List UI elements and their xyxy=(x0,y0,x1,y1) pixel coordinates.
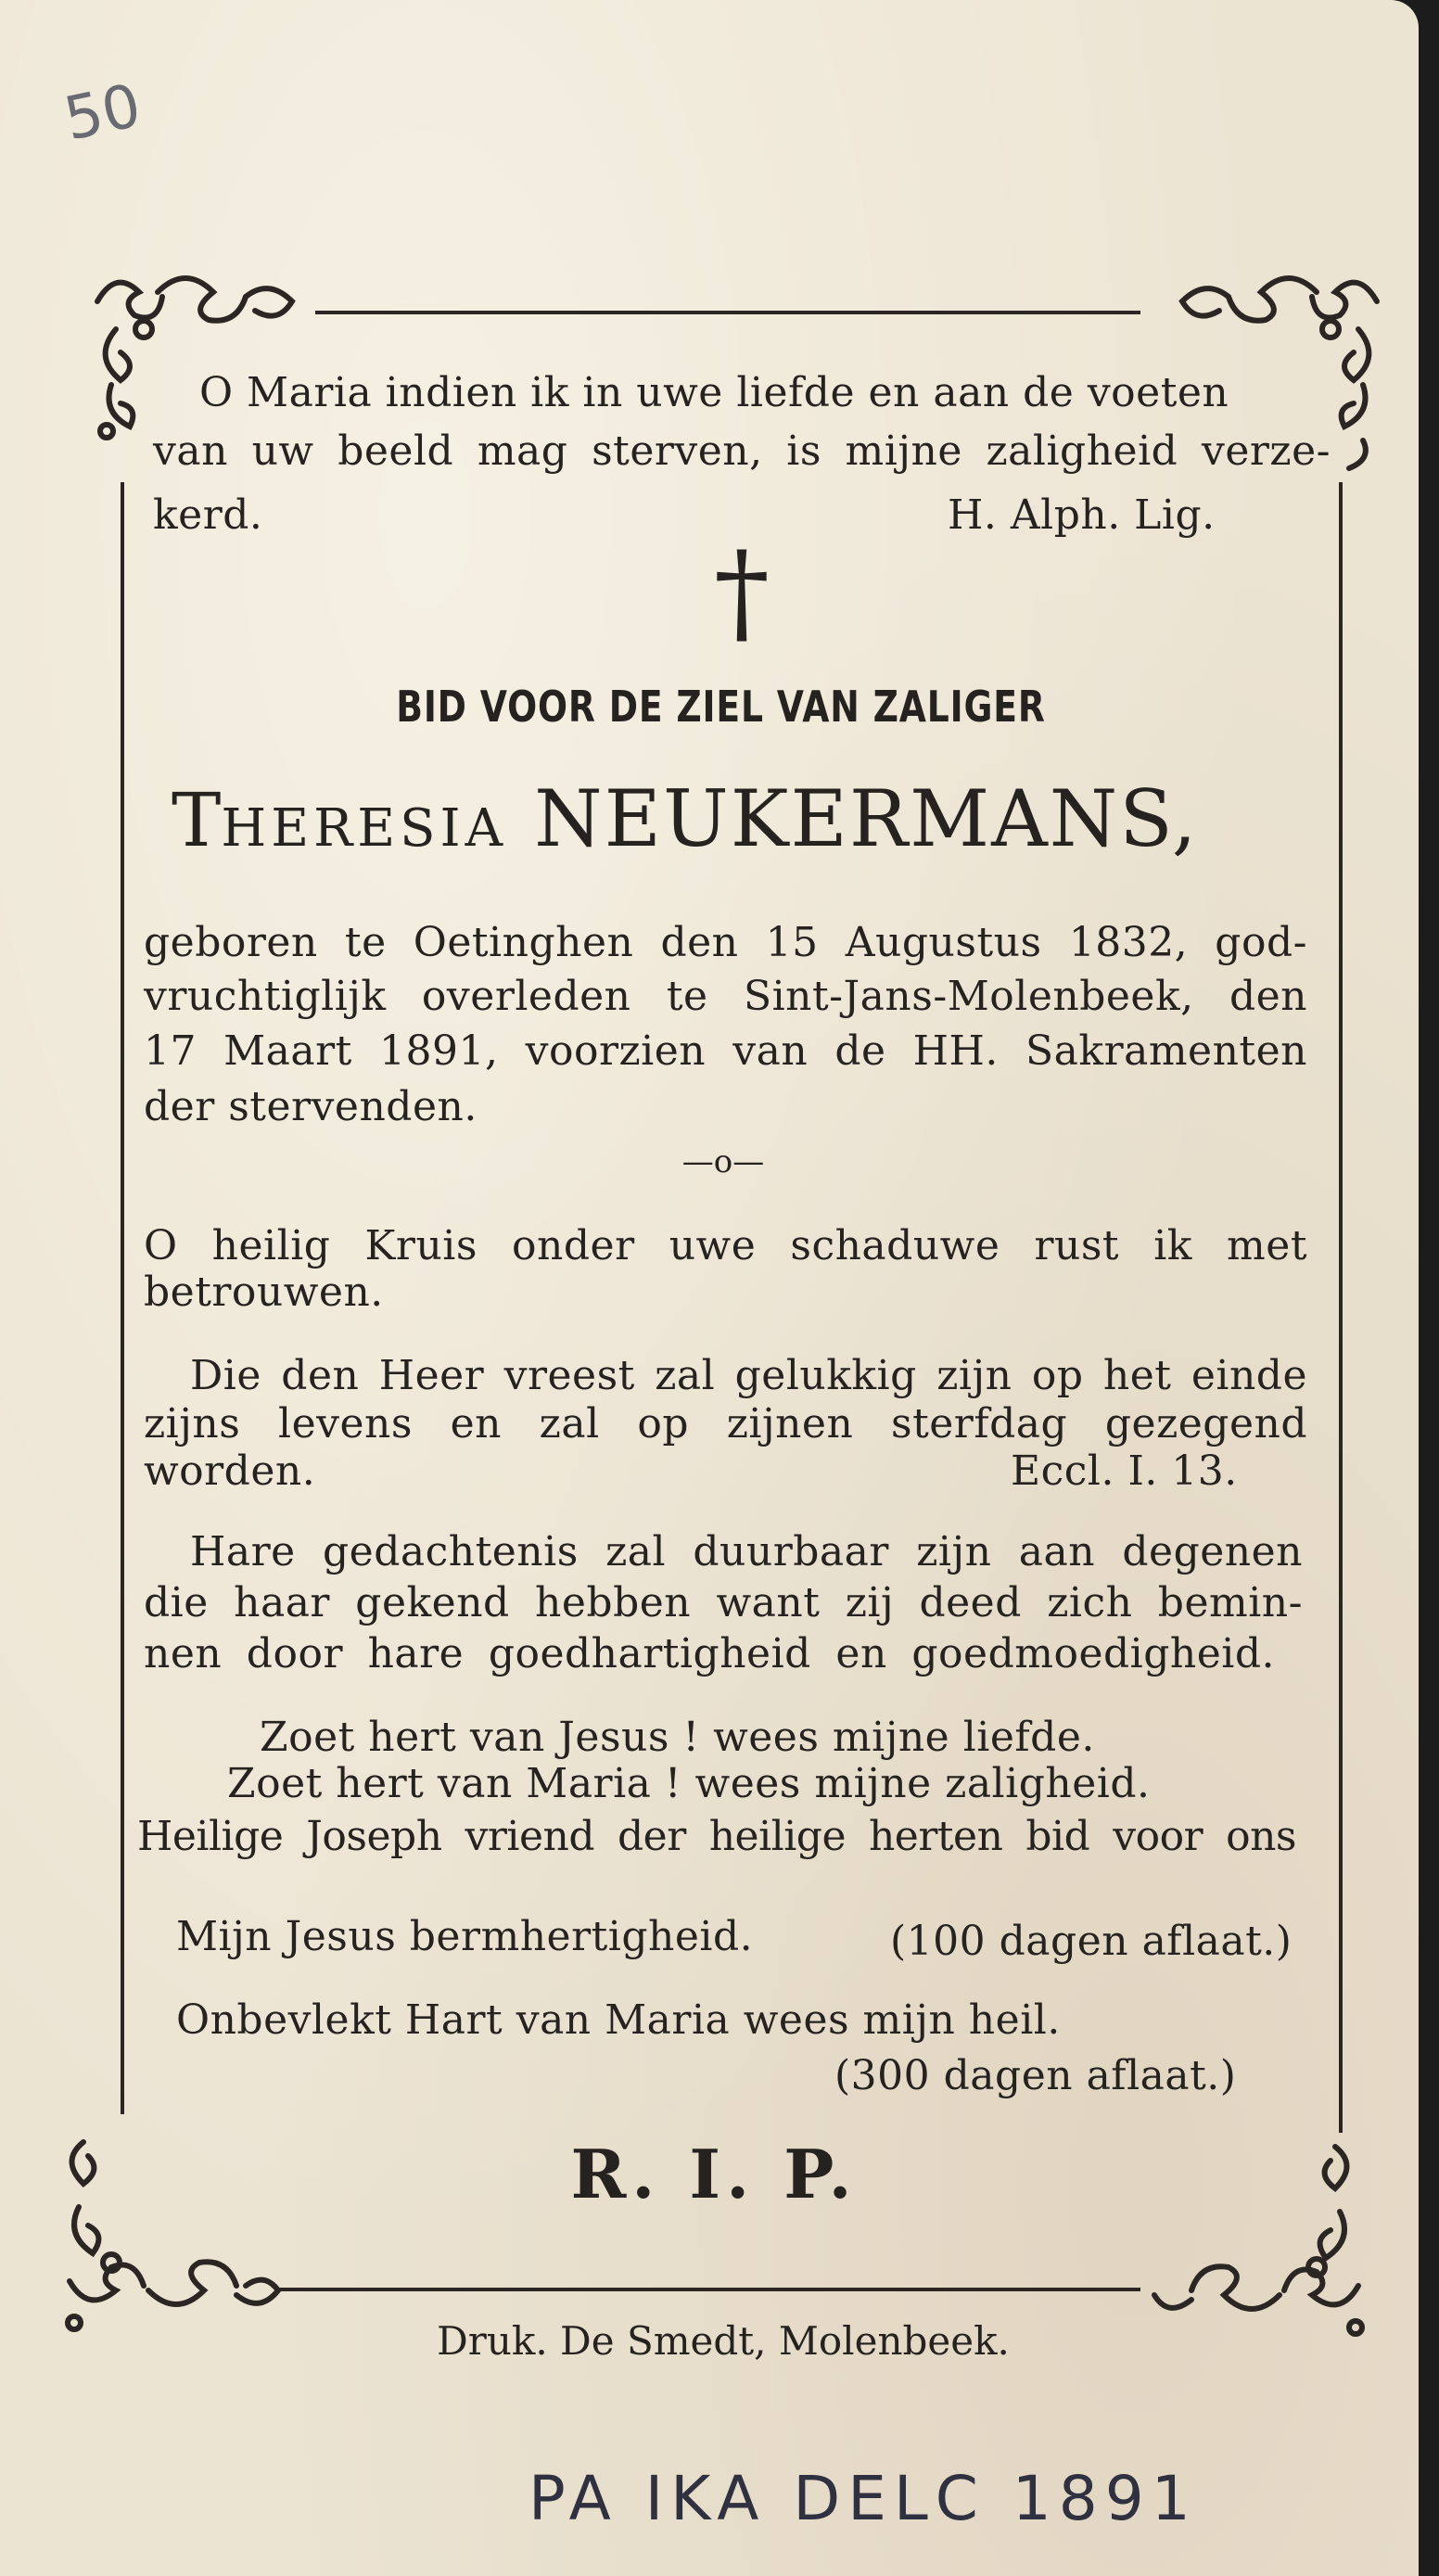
cross-icon: † xyxy=(714,529,770,657)
invocation-line-3: Heilige Joseph vriend der heilige herten bid voor ons xyxy=(137,1813,1296,1860)
indulgence2-text: Onbevlekt Hart van Maria wees mijn heil. xyxy=(176,1996,1061,2044)
indulgence1-note: (100 dagen aflaat.) xyxy=(890,1918,1293,1965)
bottom-right-ornament xyxy=(1150,2133,1372,2346)
deceased-name xyxy=(172,773,1284,883)
bottom-left-ornament xyxy=(56,2123,297,2337)
rip: R. I. P. xyxy=(570,2135,858,2213)
epigraph-line-3: kerd. xyxy=(153,491,263,539)
epigraph-attribution: H. Alph. Lig. xyxy=(948,491,1216,539)
memory-line-1: Hare gedachtenis zal duurbaar zijn aan degenen xyxy=(190,1528,1303,1575)
memory-line-3: nen door hare goedhartigheid en goedmoedigheid. xyxy=(144,1630,1275,1677)
invocation-line-2: Zoet hert van Maria ! wees mijne zaligheid. xyxy=(227,1760,1151,1807)
handwritten-note: PA IKA DELC 1891 xyxy=(528,2463,1198,2534)
indulgence1-text: Mijn Jesus bermhertigheid. xyxy=(176,1913,754,1960)
name-last: NEUKERMANS, xyxy=(534,773,1199,864)
memory-line-2: die haar gekend hebben want zij deed zich bemin- xyxy=(144,1579,1303,1626)
separator: —o— xyxy=(681,1143,765,1180)
quote-reference: Eccl. I. 13. xyxy=(1011,1447,1238,1495)
invocation-line-1: Zoet hert van Jesus ! wees mijne liefde. xyxy=(260,1714,1095,1761)
top-rule xyxy=(315,311,1140,314)
quote-line-2: zijns levens en zal op zijnen sterfdag gezegend xyxy=(144,1400,1307,1447)
name-first-initial: T xyxy=(172,777,222,863)
bio-line-2: vruchtiglijk overleden te Sint-Jans-Molenbeek, den xyxy=(144,973,1307,1020)
left-border xyxy=(121,482,124,2114)
prayer1-line-1: O heilig Kruis onder uwe schaduwe rust ik met xyxy=(144,1222,1307,1269)
bio-line-3: 17 Maart 1891, voorzien van de HH. Sakramenten xyxy=(144,1027,1307,1075)
heading: BID VOOR DE ZIEL VAN ZALIGER xyxy=(396,682,1046,732)
right-border xyxy=(1339,482,1343,2133)
printer-imprint: Druk. De Smedt, Molenbeek. xyxy=(437,2318,1010,2364)
quote-line-1: Die den Heer vreest zal gelukkig zijn op het einde xyxy=(190,1352,1307,1399)
name-first-rest: HERESIA xyxy=(221,798,508,859)
epigraph-line-1: O Maria indien ik in uwe liefde en aan de voeten xyxy=(199,369,1229,416)
bottom-rule xyxy=(278,2288,1140,2291)
prayer1-line-2: betrouwen. xyxy=(144,1269,384,1316)
quote-line-3: worden. xyxy=(144,1447,316,1495)
corner-note: 50 xyxy=(58,71,147,155)
epigraph-line-2: van uw beeld mag sterven, is mijne zaligheid verze- xyxy=(153,427,1331,475)
bio-line-4: der stervenden. xyxy=(144,1083,478,1130)
bio-line-1: geboren te Oetinghen den 15 Augustus 1832, god- xyxy=(144,919,1307,966)
indulgence2-note: (300 dagen aflaat.) xyxy=(834,2052,1237,2099)
